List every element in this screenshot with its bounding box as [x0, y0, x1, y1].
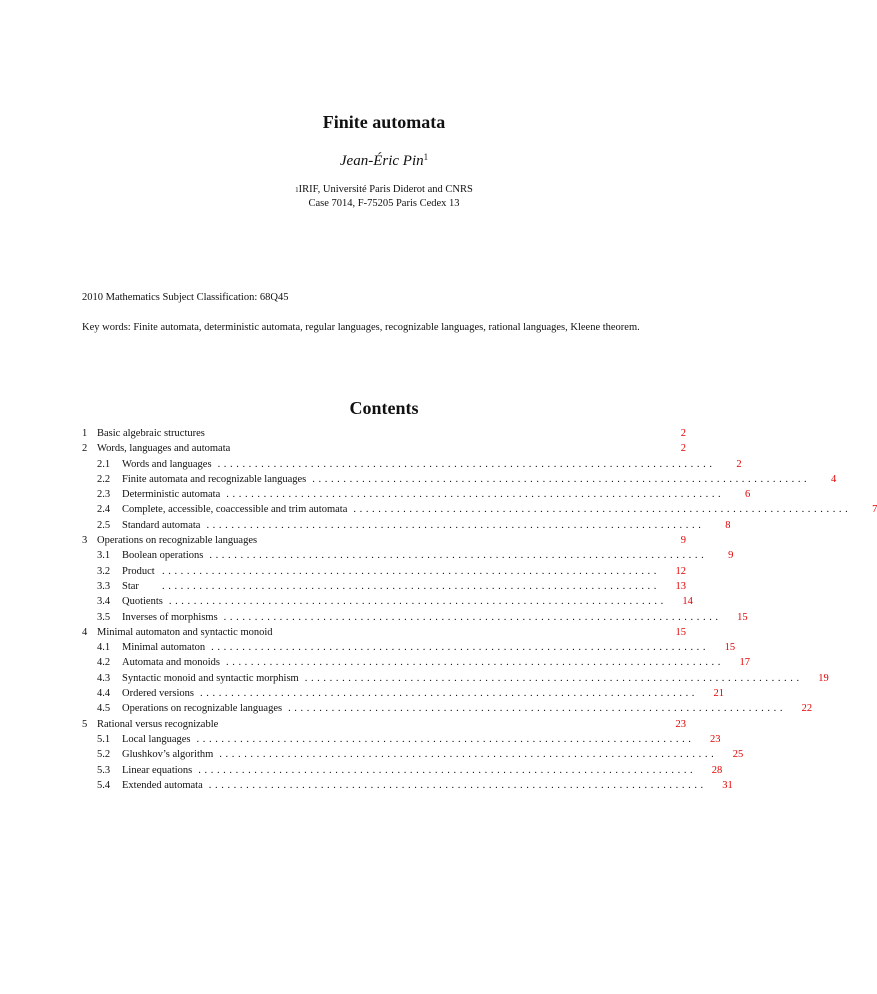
- paper-title: Finite automata: [322, 112, 446, 132]
- toc-page-link[interactable]: 28: [711, 764, 723, 776]
- toc-leader-dots: ................................................................................: [168, 596, 667, 608]
- toc-entry-number: 4.4: [97, 688, 111, 700]
- affiliation-mark: 1: [295, 186, 299, 194]
- toc-leader-dots: ................................................................................: [211, 642, 710, 654]
- toc-page-link[interactable]: 14: [682, 596, 693, 608]
- toc-page-link[interactable]: 15: [737, 611, 748, 623]
- toc-entry-label: Syntactic monoid and syntactic morphism: [122, 672, 299, 684]
- toc-entry-label: Minimal automaton and syntactic monoid: [97, 626, 273, 638]
- toc-entry-number: 4.3: [97, 672, 111, 684]
- toc-leader-dots: ................................................................................: [209, 550, 708, 562]
- toc-leader-dots: ................................................................................: [223, 611, 722, 623]
- toc-entry-label: Inverses of morphisms: [122, 611, 218, 623]
- affiliation-line-2: Case 7014, F-75205 Paris Cedex 13: [308, 198, 460, 209]
- toc-leader-dots: ................................................................................: [208, 779, 707, 791]
- toc-entry[interactable]: [82, 426, 686, 441]
- toc-entry-label: Boolean operations: [122, 550, 204, 562]
- toc-page-link[interactable]: 13: [675, 580, 686, 592]
- toc-page-link[interactable]: 17: [739, 657, 750, 669]
- toc-page-link[interactable]: 15: [724, 642, 736, 654]
- toc-page-link[interactable]: 31: [722, 779, 733, 791]
- toc-entry-number: 4: [82, 626, 88, 638]
- toc-entry[interactable]: [82, 579, 686, 594]
- toc-leader-dots: ................................................................................: [206, 519, 705, 531]
- toc-page-link[interactable]: 7: [872, 504, 877, 516]
- toc-leader-dots: ................................................................................: [288, 703, 787, 715]
- toc-entry-label: Extended automata: [122, 779, 203, 791]
- toc-entry-label: Linear equations: [122, 764, 193, 776]
- toc-entry[interactable]: [82, 502, 877, 517]
- toc-entry[interactable]: [82, 778, 733, 793]
- toc-entry-number: 2: [82, 443, 88, 455]
- toc-entry-number: 4.1: [97, 642, 111, 654]
- toc-entry[interactable]: [82, 717, 686, 732]
- toc-page-link[interactable]: 8: [725, 519, 731, 531]
- toc-entry-number: 5.3: [97, 764, 111, 776]
- toc-leader-dots: ................................................................................: [217, 458, 716, 470]
- toc-entry-number: 2.3: [97, 489, 111, 501]
- toc-page-link[interactable]: 2: [680, 428, 686, 439]
- toc-page-link[interactable]: 19: [818, 672, 829, 684]
- toc-page-link[interactable]: 23: [675, 718, 686, 730]
- toc-entry[interactable]: [82, 686, 725, 701]
- toc-entry-number: 4.5: [97, 703, 111, 715]
- toc-entry-label: Quotients: [122, 596, 163, 608]
- toc-entry-number: 2.4: [97, 504, 111, 516]
- toc-entry-number: 5: [82, 718, 88, 730]
- toc-entry-number: 3.3: [97, 580, 111, 592]
- toc-page-link[interactable]: 2: [736, 458, 742, 470]
- toc-entry-number: 2.1: [97, 458, 111, 470]
- toc-entry-number: 2.2: [97, 473, 111, 485]
- toc-entry-label: Finite automata and recognizable languages: [122, 473, 307, 485]
- toc-entry-label: Standard automata: [122, 519, 201, 531]
- toc-entry-label: Star: [122, 580, 139, 592]
- toc-entry[interactable]: [82, 564, 686, 579]
- author-name: Jean-Éric Pin: [339, 153, 424, 169]
- toc-entry-label: Operations on recognizable languages: [97, 535, 258, 547]
- toc-page-link[interactable]: 15: [675, 626, 686, 638]
- contents-heading: Contents: [349, 398, 419, 418]
- toc-page-link[interactable]: 6: [745, 489, 751, 501]
- toc-entry[interactable]: [82, 594, 693, 609]
- toc-entry-number: 3.1: [97, 550, 111, 562]
- toc-page-link[interactable]: 21: [713, 688, 725, 700]
- toc-page-link[interactable]: 2: [680, 443, 686, 455]
- toc-leader-dots: ................................................................................: [198, 764, 697, 776]
- toc-entry[interactable]: [82, 441, 686, 456]
- toc-leader-dots: ................................................................................: [196, 733, 695, 745]
- toc-entry-number: 4.2: [97, 657, 111, 669]
- toc-entry-label: Deterministic automata: [122, 489, 221, 501]
- toc-entry[interactable]: [82, 763, 723, 778]
- toc-entry-number: 2.5: [97, 519, 111, 531]
- toc-leader-dots: ................................................................................: [162, 580, 660, 592]
- toc-page-link[interactable]: 23: [710, 733, 721, 745]
- toc-entry[interactable]: [82, 533, 686, 548]
- toc-entry-number: 3.2: [97, 565, 111, 577]
- toc-entry-number: 3: [82, 535, 88, 547]
- toc-entry[interactable]: [82, 625, 686, 640]
- keywords: Key words: Finite automata, deterministic automata, regular languages, recognizable languages, rational languages, Kleene theorem.: [82, 322, 640, 333]
- toc-entry[interactable]: [82, 655, 750, 670]
- toc-leader-dots: ................................................................................: [312, 473, 811, 485]
- toc-leader-dots: ................................................................................: [162, 565, 660, 577]
- toc-leader-dots: ................................................................................: [226, 657, 724, 669]
- toc-entry[interactable]: [82, 548, 734, 563]
- toc-entry[interactable]: [82, 457, 742, 472]
- msc-classification: 2010 Mathematics Subject Classification: 68Q45: [82, 292, 289, 303]
- toc-page-link[interactable]: 12: [675, 565, 686, 577]
- toc-entry-label: Operations on recognizable languages: [122, 703, 283, 715]
- toc-entry[interactable]: [82, 671, 829, 686]
- toc-entry-label: Glushkov’s algorithm: [122, 749, 214, 761]
- toc-entry-label: Complete, accessible, coaccessible and trim automata: [122, 504, 348, 516]
- author-line: [0, 153, 768, 170]
- toc-entry-label: Minimal automaton: [122, 642, 206, 654]
- toc-entry-label: Ordered versions: [122, 688, 195, 700]
- toc-page-link[interactable]: 4: [831, 473, 837, 485]
- toc-entry[interactable]: [82, 747, 744, 762]
- toc-page-link[interactable]: 9: [728, 550, 734, 562]
- toc-entry-number: 3.5: [97, 611, 111, 623]
- toc-entry-label: Basic algebraic structures: [97, 428, 205, 439]
- toc-entry-number: 5.2: [97, 749, 111, 761]
- toc-entry-label: Words, languages and automata: [97, 443, 231, 455]
- toc-entry-number: 3.4: [97, 596, 111, 608]
- toc-leader-dots: ................................................................................: [304, 672, 803, 684]
- toc-page-link[interactable]: 25: [732, 749, 744, 761]
- author-affiliation-mark: 1: [423, 152, 429, 162]
- toc-entry-number: 1: [82, 428, 88, 439]
- toc-entry[interactable]: [82, 732, 721, 747]
- toc-leader-dots: ................................................................................: [200, 688, 699, 700]
- toc-leader-dots: ................................................................................: [226, 489, 725, 501]
- table-of-contents: [82, 426, 877, 793]
- toc-entry-label: Words and languages: [122, 458, 212, 470]
- toc-entry[interactable]: [82, 518, 731, 533]
- toc-entry-number: 5.4: [97, 779, 111, 791]
- toc-entry[interactable]: [82, 610, 748, 625]
- toc-leader-dots: ................................................................................: [353, 504, 852, 516]
- toc-page-link[interactable]: 22: [801, 703, 813, 715]
- toc-entry-label: Product: [122, 565, 155, 577]
- affiliation-line-1: $^1$IRIF, Université Paris Diderot and CNRS: [295, 184, 473, 195]
- affiliation: [0, 183, 768, 211]
- toc-entry[interactable]: [82, 640, 736, 655]
- toc-entry[interactable]: [82, 472, 837, 487]
- toc-leader-dots: ................................................................................: [219, 749, 718, 761]
- toc-entry[interactable]: [82, 487, 751, 502]
- toc-entry-label: Rational versus recognizable: [97, 718, 219, 730]
- toc-entry-label: Local languages: [122, 733, 191, 745]
- toc-page-link[interactable]: 9: [680, 535, 686, 547]
- toc-entry-number: 5.1: [97, 733, 111, 745]
- toc-entry[interactable]: [82, 701, 813, 716]
- toc-entry-label: Automata and monoids: [122, 657, 220, 669]
